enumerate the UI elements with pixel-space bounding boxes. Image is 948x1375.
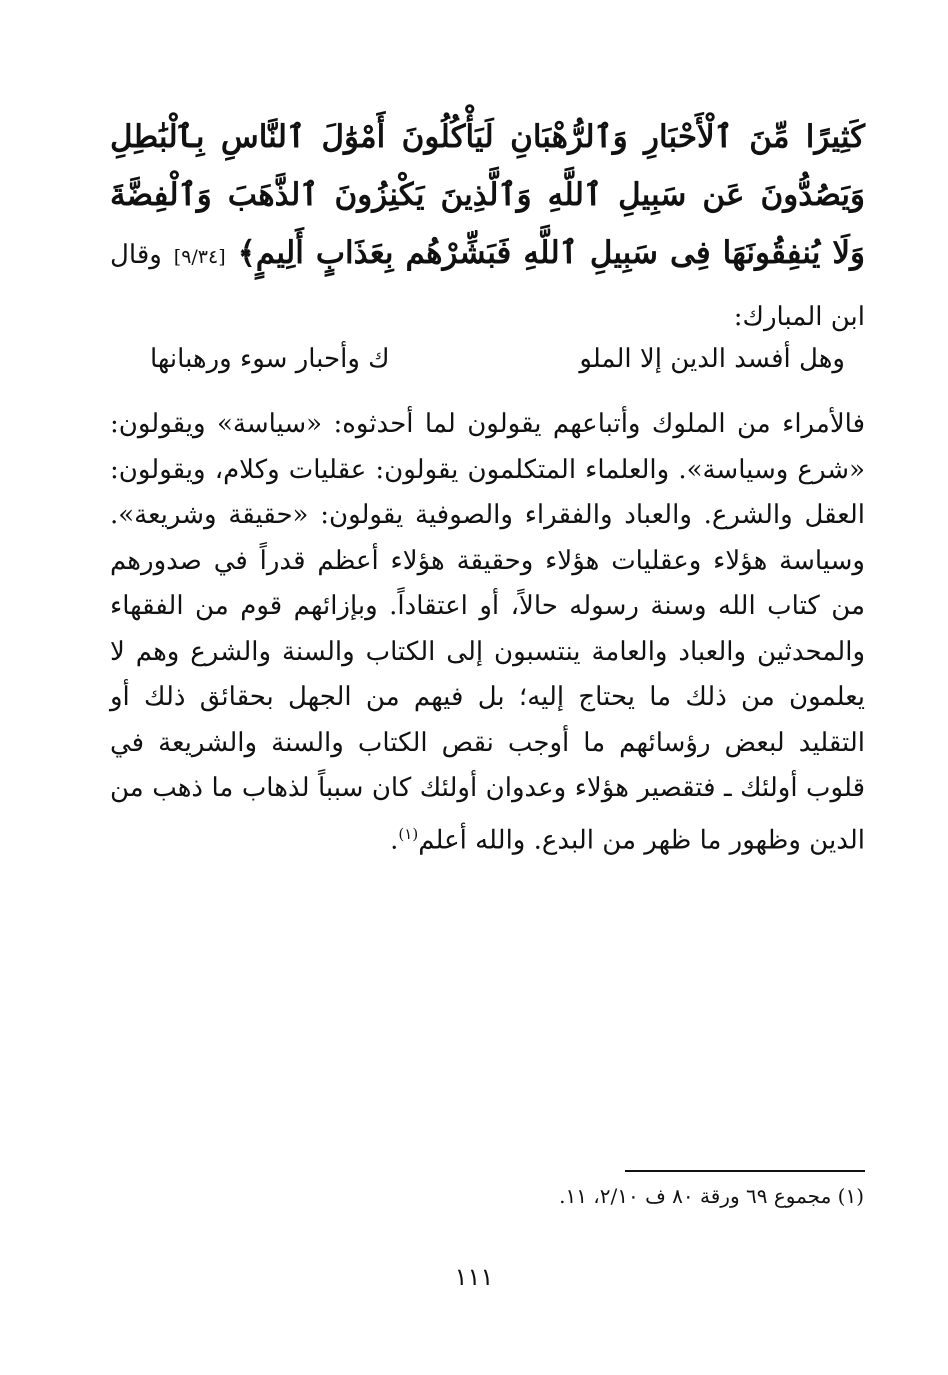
footnote (364, 1184, 864, 1208)
paragraph-end: . (390, 825, 399, 856)
page-number: ١١١ (454, 1263, 494, 1291)
footnote-divider (625, 1170, 865, 1172)
quran-quote (110, 108, 865, 346)
quote-continuation: وقال ابن المبارك: (110, 240, 865, 332)
poem-first-hemistich: وهل أفسد الدين إلا الملو (579, 344, 845, 374)
body-paragraph (110, 402, 865, 864)
poem-second-hemistich: ك وأحبار سوء ورهبانها (150, 344, 390, 374)
verse-reference: [٩/٣٤] (173, 246, 226, 268)
quran-verse: كَثِيرًا مِّنَ ٱلْأَحْبَارِ وَٱلرُّهْبَانِ لَيَأْكُلُونَ أَمْوَٰلَ ٱلنَّاسِ بِٱلْبَٰطِلِ وَيَصُدُّونَ عَن سَبِيلِ ٱللَّهِ وَٱلَّذِينَ يَكْنِزُونَ ٱلذَّهَبَ وَٱلْفِضَّةَ وَلَا يُنفِقُونَهَا فِى سَبِيلِ ٱللَّهِ فَبَشِّرْهُم بِعَذَابٍ أَلِيمٍ﴾ (110, 119, 865, 271)
footnote-text: (١) مجموع ٦٩ ورقة ٨٠ ف ٢/١٠، ١١. (559, 1184, 864, 1208)
footnote-marker: (١) (398, 824, 419, 843)
poem-verse (110, 344, 865, 384)
paragraph-text: فالأمراء من الملوك وأتباعهم يقولون لما أحدثوه: «سياسة» ويقولون: «شرع وسياسة». والعلماء المتكلمون يقولون: عقليات وكلام، ويقولون: العقل والشرع. والعباد والفقراء والصوفية يقولون: «حقيقة وشريعة». وسياسة هؤلاء وعقليات هؤلاء وحقيقة هؤلاء أعظم قدراً في صدورهم من كتاب الله وسنة رسوله حالاً، أو اعتقاداً. وبإزائهم قوم من الفقهاء والمحدثين والعباد والعامة ينتسبون إلى الكتاب والسنة والشرع وهم لا يعلمون من ذلك ما يحتاج إليه؛ بل فيهم من الجهل بحقائق ذلك أو التقليد لبعض رؤسائهم ما أوجب نقص الكتاب والسنة والشريعة في قلوب أولئك ـ فتقصير هؤلاء وعدوان أولئك كان سبباً لذهاب ما ذهب من الدين وظهور ما ظهر من البدع. والله أعلم (110, 409, 865, 856)
